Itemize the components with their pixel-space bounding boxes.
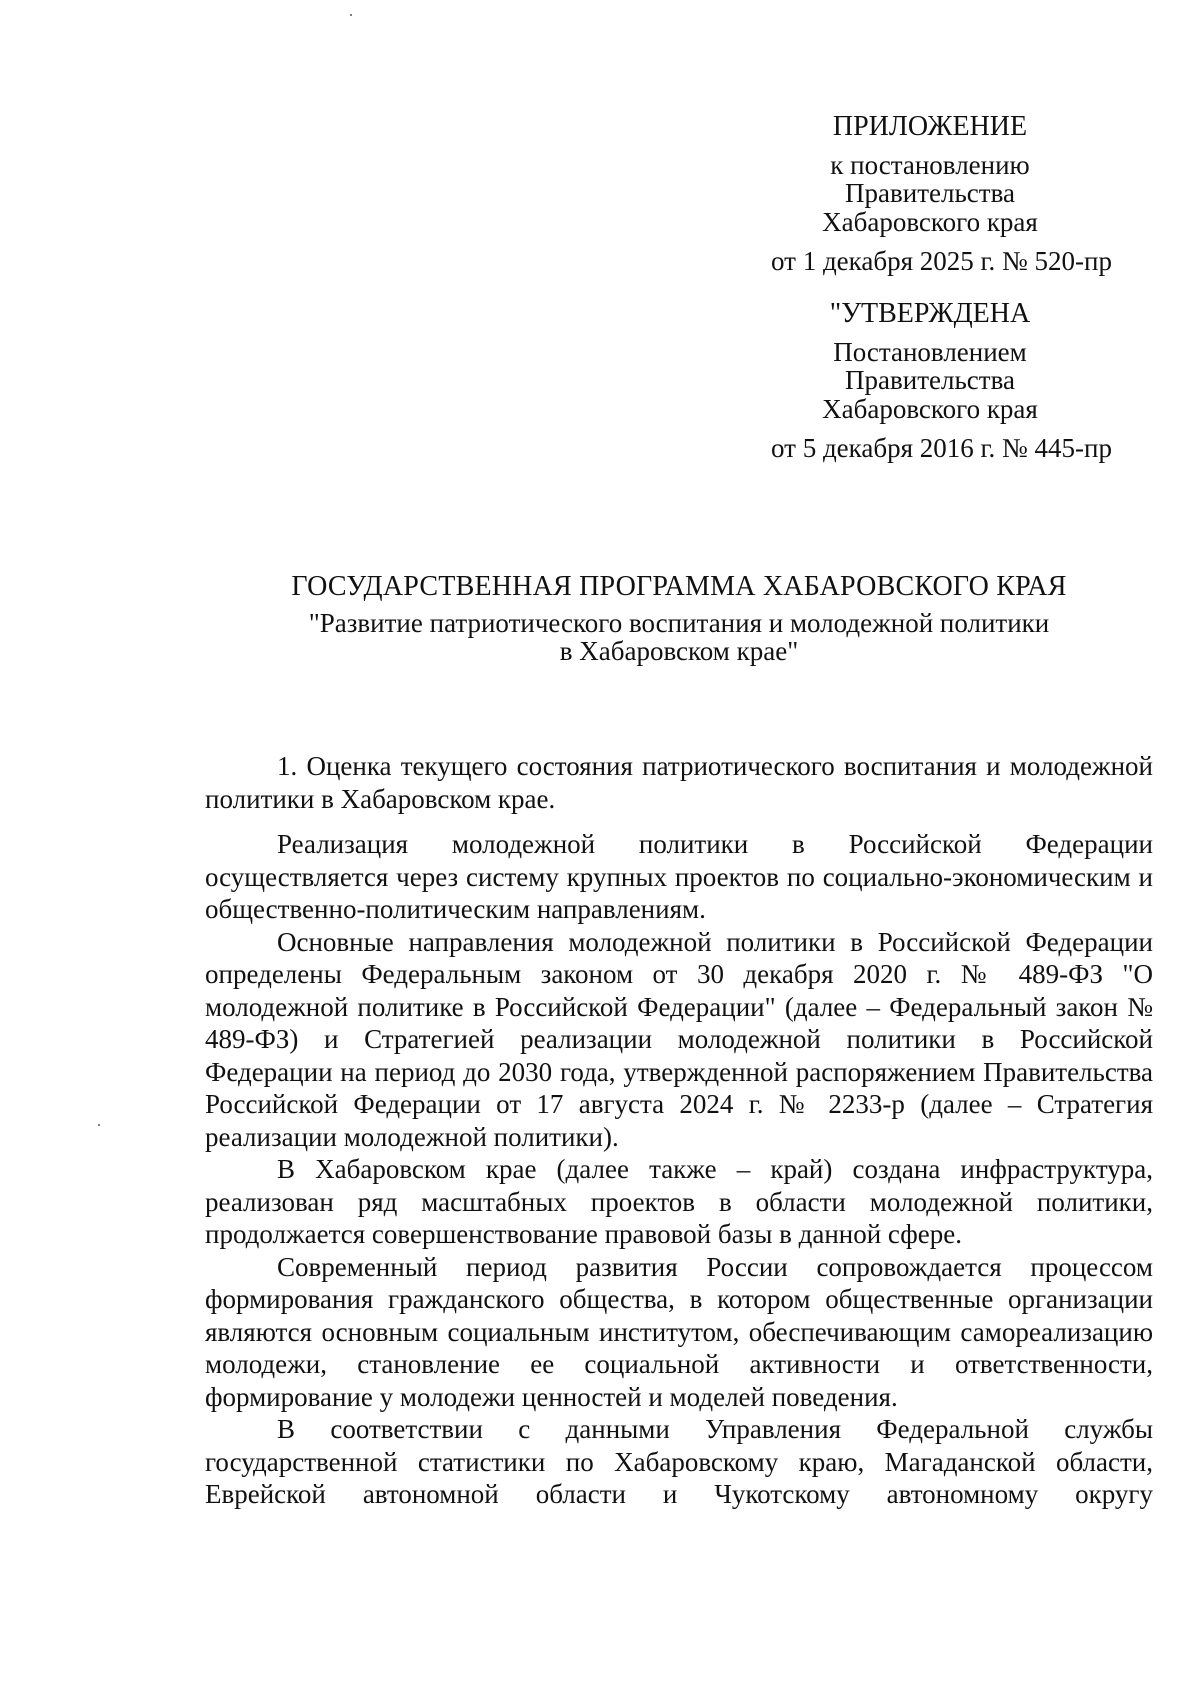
document-body: [205, 750, 1153, 1511]
section-heading: 1. Оценка текущего состояния патриотического воспитания и молодежной политики в Хабаровском крае.: [205, 751, 1153, 814]
approval-line: Постановлением: [833, 336, 1027, 367]
scan-speck: [350, 14, 352, 16]
appendix-line: Хабаровского края: [822, 206, 1038, 237]
appendix-line: к постановлению: [830, 149, 1030, 180]
program-title-main: ГОСУДАРСТВЕННАЯ ПРОГРАММА ХАБАРОВСКОГО КРАЯ: [291, 571, 1067, 602]
program-title-sub: в Хабаровском крае": [559, 636, 799, 667]
approval-date: от 5 декабря 2016 г. № 445-пр: [771, 432, 1112, 463]
approval-reference: [740, 299, 1120, 462]
appendix-line: Правительства: [845, 178, 1015, 209]
paragraph: Основные направления молодежной политики в Российской Федерации определены Федеральным законом от 30 декабря 2020 г. № 489-ФЗ "О молодежной политике в Российской Федерации" (далее – Федеральный закон № 489-ФЗ) и Стратегией реализации молодежной политики в Российской Федерации на период до 2030 года, утвержденной распоряжением Правительства Российской Федерации от 17 августа 2024 г. № 2233-р (далее – Стратегия реализации молодежной политики).: [205, 926, 1153, 1152]
approval-heading: "УТВЕРЖДЕНА: [829, 298, 1031, 330]
appendix-date: от 1 декабря 2025 г. № 520-пр: [771, 245, 1112, 276]
paragraph: Современный период развития России сопровождается процессом формирования гражданского общества, в котором общественные организации являются основным социальным институтом, обеспечивающим самореализацию молодежи, становление ее социальной активности и ответственности, формирование у молодежи ценностей и моделей поведения.: [205, 1251, 1153, 1412]
appendix-heading: ПРИЛОЖЕНИЕ: [832, 111, 1028, 142]
paragraph: В соответствии с данными Управления Федеральной службы государственной статистики по Хабаровскому краю, Магаданской области, Еврейской автономной области и Чукотскому автономному округу: [205, 1414, 1153, 1509]
scan-speck: [98, 1124, 100, 1126]
approval-line: Правительства: [845, 365, 1015, 396]
program-title: [205, 572, 1153, 665]
program-title-sub: "Развитие патриотического воспитания и молодежной политики: [308, 607, 1050, 638]
appendix-reference: [740, 112, 1120, 275]
approval-line: Хабаровского края: [822, 394, 1038, 424]
paragraph: Реализация молодежной политики в Российской Федерации осуществляется через систему крупных проектов по социально-экономическим и общественно-политическим направлениям.: [205, 829, 1153, 924]
paragraph: В Хабаровском крае (далее также – край) создана инфраструктура, реализован ряд масштабных проектов в области молодежной политики, продолжается совершенствование правовой базы в данной сфере.: [205, 1154, 1153, 1249]
appendix-block: [740, 112, 1120, 462]
